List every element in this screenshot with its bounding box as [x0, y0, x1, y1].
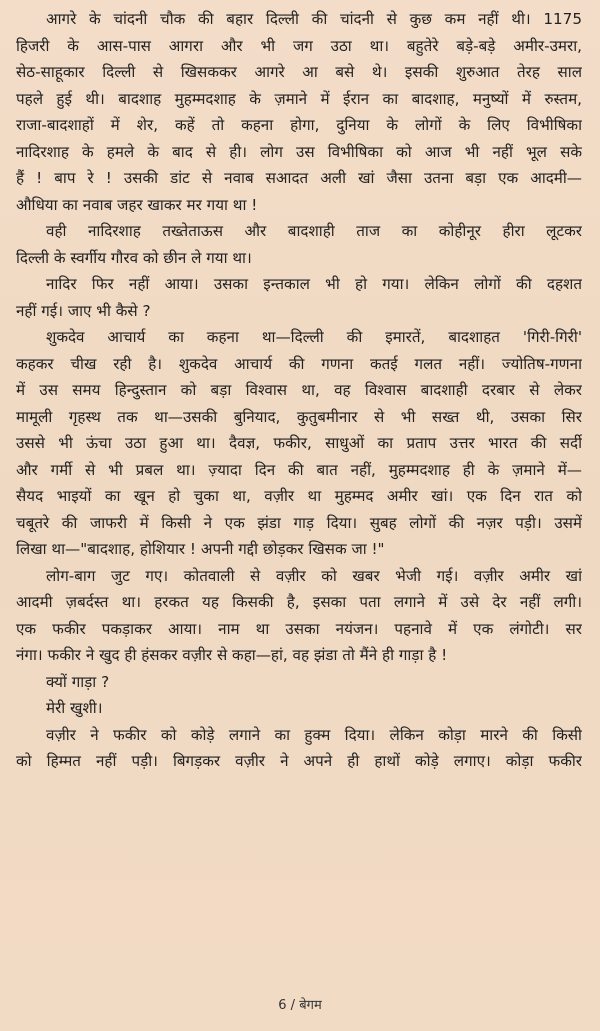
body-text — [16, 6, 582, 775]
text-line: नादिरशाह के हमले के बाद से ही। लोग उस विभीषिका को आज भी नहीं भूल सके — [16, 142, 582, 161]
text-line: लोग-बाग जुट गए। कोतवाली से वज़ीर को खबर भेजी गई। वज़ीर अमीर खां — [46, 566, 582, 585]
text-line: को हिम्मत नहीं पड़ी। बिगड़कर वज़ीर ने अपने ही हाथों कोड़े लगाए। कोड़ा फकीर — [16, 752, 582, 770]
text-line: मेरी खुशी। — [46, 699, 103, 717]
text-line: क्यों गाड़ा ? — [46, 672, 110, 691]
text-line: हैं ! बाप रे ! उसकी डांट से नवाब सआदत अली खां जैसा उतना बड़ा एक आदमी— — [16, 169, 582, 187]
text-line: नहीं गई। जाए भी कैसे ? — [16, 301, 151, 320]
text-line: उससे भी ऊंचा उठा हुआ था। दैवज्ञ, फकीर, साधुओं का प्रताप उत्तर भारत की सर्दी — [16, 434, 582, 452]
text-line: नंगा। फकीर ने खुद ही हंसकर वज़ीर से कहा—हां, वह झंडा तो मैंने ही गाड़ा है ! — [16, 646, 448, 664]
text-line: एक फकीर पकड़ाकर आया। नाम था उसका नयंजन। पहनावे में एक लंगोटी। सर — [16, 619, 582, 638]
page-footer: 6 / बेगम — [278, 998, 322, 1013]
text-line: और गर्मी से भी प्रबल था। ज़्यादा दिन की बात नहीं, मुहम्मदशाह ही के ज़माने में— — [16, 460, 582, 479]
text-line: चबूतरे की जाफरी में किसी ने एक झंडा गाड़ दिया। सुबह लोगों की नज़र पड़ी। उसमें — [16, 513, 582, 532]
text-line: वही नादिरशाह तख्तेताऊस और बादशाही ताज का कोहीनूर हीरा लूटकर — [46, 222, 582, 240]
text-line: राजा-बादशाहों में शेर, कहें तो कहना होगा, दुनिया के लोगों के लिए विभीषिका — [16, 116, 582, 134]
text-line: कहकर चीख रही है। शुकदेव आचार्य की गणना कतई गलत नहीं। ज्योतिष-गणना — [16, 354, 582, 373]
text-line: सैयद भाइयों का खून हो चुका था, वज़ीर था मुहम्मद अमीर खां। एक दिन रात को — [16, 487, 582, 505]
text-line: आदमी ज़बर्दस्त था। हरकत यह किसकी है, इसका पता लगाने में उसे देर नहीं लगी। — [16, 593, 582, 611]
text-line: शुकदेव आचार्य का कहना था—दिल्ली की इमारतें, बादशाहत 'गिरी-गिरी' — [46, 328, 582, 346]
text-line: सेठ-साहूकार दिल्ली से खिसककर आगरे आ बसे थे। इसकी शुरुआत तेरह साल — [16, 63, 582, 81]
text-line: हिजरी के आस-पास आगरा और भी जग उठा था। बहुतेरे बड़े-बड़े अमीर-उमरा, — [16, 36, 582, 55]
text-line: औधिया का नवाब जहर खाकर मर गया था ! — [16, 195, 258, 214]
text-line: पहले हुई थी। बादशाह मुहम्मदशाह के ज़माने में ईरान का बादशाह, मनुष्यों में रुस्तम, — [16, 89, 582, 108]
text-line: आगरे के चांदनी चौक की बहार दिल्ली की चांदनी से कुछ कम नहीं थी। 1175 — [46, 10, 582, 28]
text-line: में उस समय हिन्दुस्तान को बड़ा विश्वास था, वह विश्वास बादशाही दरबार से लेकर — [16, 381, 582, 399]
text-line: वज़ीर ने फकीर को कोड़े लगाने का हुक्म दिया। लेकिन कोड़ा मारने की किसी — [46, 725, 582, 744]
text-line: नादिर फिर नहीं आया। उसका इन्तकाल भी हो गया। लेकिन लोगों की दहशत — [46, 275, 582, 293]
text-line: दिल्ली के स्वर्गीय गौरव को छीन ले गया था। — [16, 248, 252, 267]
text-line: लिखा था—"बादशाह, होशियार ! अपनी गद्दी छोड़कर खिसक जा !" — [16, 540, 385, 558]
text-line: मामूली गृहस्थ तक था—उसकी बुनियाद, कुतुबमीनार से भी सख्त थी, उसका सिर — [16, 407, 582, 426]
